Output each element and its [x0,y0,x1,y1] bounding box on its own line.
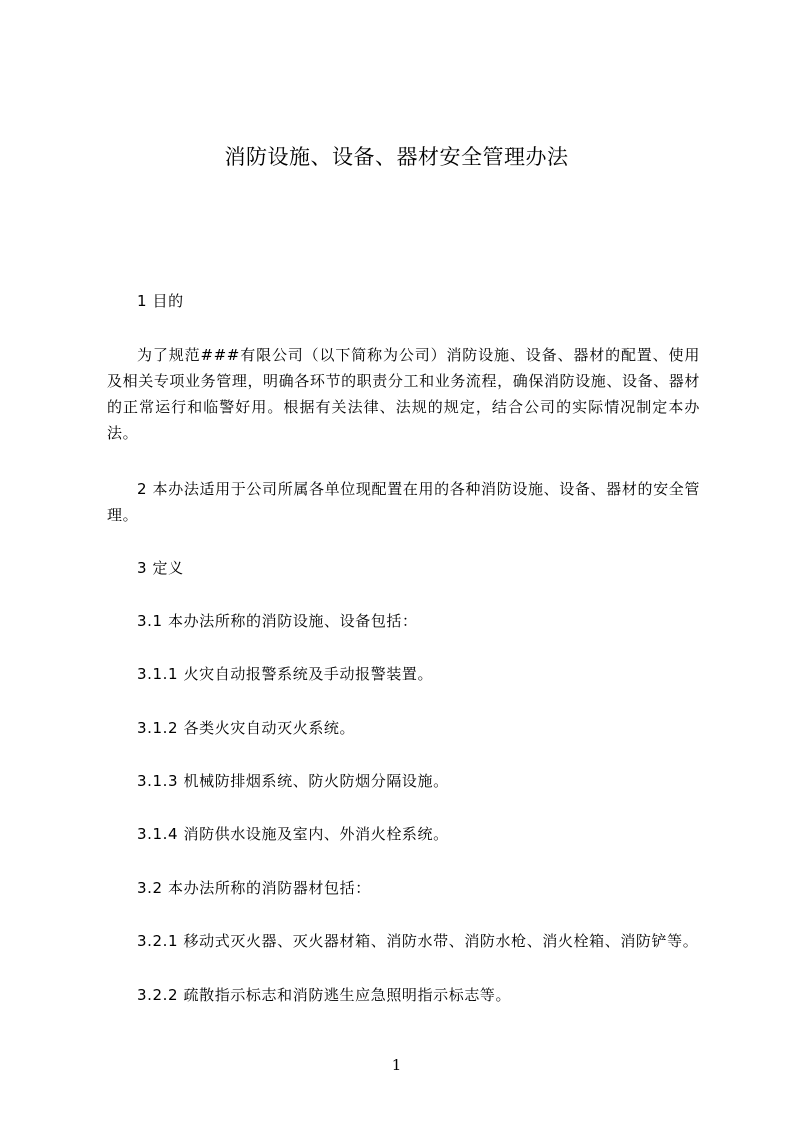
page-title: 消防设施、设备、器材安全管理办法 [224,145,569,169]
page-number: 1 [391,1056,402,1074]
paragraph-3-1-1: 3.1.1 火灾自动报警系统及手动报警装置。 [137,665,434,683]
paragraph-3-2: 3.2 本办法所称的消防器材包括： [137,879,371,897]
paragraph-3-2-2: 3.2.2 疏散指示标志和消防逃生应急照明指示标志等。 [137,986,512,1004]
paragraph-3-1-4: 3.1.4 消防供水设施及室内、外消火栓系统。 [137,825,449,843]
paragraph-3-1: 3.1 本办法所称的消防设施、设备包括： [137,612,418,630]
section-heading-purpose: 1 目的 [137,292,184,310]
paragraph-purpose: 为了规范###有限公司（以下简称为公司）消防设施、设备、器材的配置、使用及相关专项业务管理，明确各环节的职责分工和业务流程，确保消防设施、设备、器材的正常运行和临警好用。根据有关法律、法规的规定，结合公司的实际情况制定本办法。 [107,346,700,442]
paragraph-scope: 2 本办法适用于公司所属各单位现配置在用的各种消防设施、设备、器材的安全管理。 [107,480,700,524]
paragraph-3-1-3: 3.1.3 机械防排烟系统、防火防烟分隔设施。 [137,772,449,790]
section-heading-definitions: 3 定义 [137,559,184,577]
paragraph-3-2-1: 3.2.1 移动式灭火器、灭火器材箱、消防水带、消防水枪、消火栓箱、消防铲等。 [137,932,699,950]
paragraph-3-1-2: 3.1.2 各类火灾自动灭火系统。 [137,719,356,737]
